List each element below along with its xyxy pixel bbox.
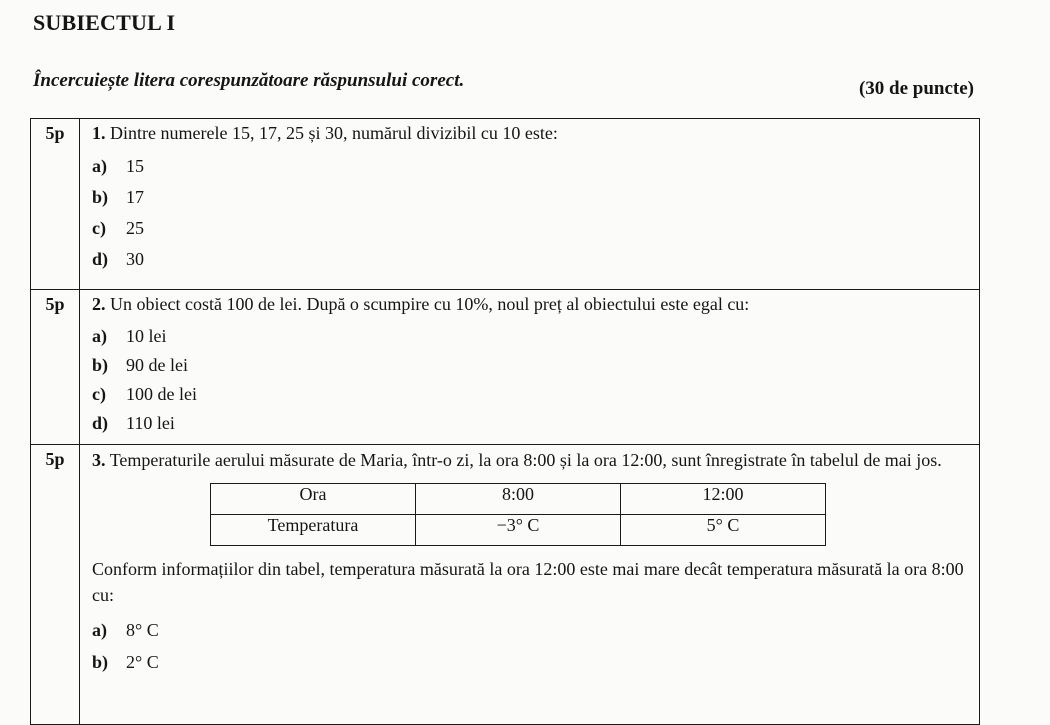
question-1-body	[80, 119, 980, 290]
option-text: 17	[126, 187, 144, 207]
question-2-number: 2.	[92, 294, 106, 314]
question-row-3	[31, 445, 980, 725]
option-text: 2° C	[126, 652, 159, 672]
question-1-number: 1.	[92, 123, 106, 143]
option-text: 30	[126, 249, 144, 269]
option-letter: b)	[92, 187, 109, 207]
table-cell-temp-2: 5° C	[621, 515, 826, 546]
question-2-options	[92, 322, 971, 438]
option-text: 110 lei	[126, 413, 175, 433]
option-text: 10 lei	[126, 326, 167, 346]
question-2-points: 5p	[31, 290, 80, 445]
option-text: 15	[126, 156, 144, 176]
option-2d[interactable]	[92, 409, 971, 438]
option-3b[interactable]	[92, 646, 971, 678]
question-3-options	[92, 614, 971, 678]
temperature-table-row	[211, 484, 826, 515]
question-row-2	[31, 290, 980, 445]
option-3a[interactable]	[92, 614, 971, 646]
option-letter: c)	[92, 218, 106, 238]
option-2b[interactable]	[92, 351, 971, 380]
option-2a[interactable]	[92, 322, 971, 351]
temperature-table-row	[211, 515, 826, 546]
questions-table	[30, 118, 980, 725]
table-cell-time-1: 8:00	[416, 484, 621, 515]
option-letter: b)	[92, 355, 109, 375]
table-cell-time-2: 12:00	[621, 484, 826, 515]
option-letter: d)	[92, 249, 109, 269]
question-3-points: 5p	[31, 445, 80, 725]
table-cell-header: Ora	[211, 484, 416, 515]
option-text: 8° C	[126, 620, 159, 640]
option-letter: c)	[92, 384, 106, 404]
section-title: SUBIECTUL I	[33, 10, 176, 35]
option-letter: a)	[92, 326, 107, 346]
option-text: 100 de lei	[126, 384, 197, 404]
option-1a[interactable]	[92, 151, 971, 182]
question-3-statement: Temperaturile aerului măsurate de Maria, într-o zi, la ora 8:00 și la ora 12:00, sunt înregistrate în tabelul de mai jos.	[109, 450, 942, 470]
temperature-table	[210, 483, 826, 546]
instruction-text: Încercuiește litera corespunzătoare răspunsului corect.	[33, 70, 465, 91]
question-2-statement: Un obiect costă 100 de lei. După o scumpire cu 10%, noul preț al obiectului este egal cu:	[110, 294, 750, 314]
question-2-text	[92, 290, 971, 316]
table-cell-temp-1: −3° C	[416, 515, 621, 546]
question-3-followup: Conform informațiilor din tabel, temperatura măsurată la ora 12:00 este mai mare decât temperatura măsurată la ora 8:00 cu:	[92, 559, 964, 605]
question-3-text	[92, 445, 971, 473]
option-letter: a)	[92, 620, 107, 640]
option-1b[interactable]	[92, 182, 971, 213]
table-cell-label: Temperatura	[211, 515, 416, 546]
question-2-body	[80, 290, 980, 445]
option-1d[interactable]	[92, 244, 971, 275]
question-3-body	[80, 445, 980, 725]
question-1-points: 5p	[31, 119, 80, 290]
option-letter: a)	[92, 156, 107, 176]
question-1-options	[92, 151, 971, 275]
option-letter: b)	[92, 652, 109, 672]
option-2c[interactable]	[92, 380, 971, 409]
option-letter: d)	[92, 413, 109, 433]
question-1-text	[92, 119, 971, 145]
question-1-statement: Dintre numerele 15, 17, 25 și 30, numărul divizibil cu 10 este:	[110, 123, 558, 143]
question-3-number: 3.	[92, 450, 106, 470]
total-points: (30 de puncte)	[858, 78, 974, 99]
option-text: 90 de lei	[126, 355, 188, 375]
option-text: 25	[126, 218, 144, 238]
option-1c[interactable]	[92, 213, 971, 244]
question-row-1	[31, 119, 980, 290]
